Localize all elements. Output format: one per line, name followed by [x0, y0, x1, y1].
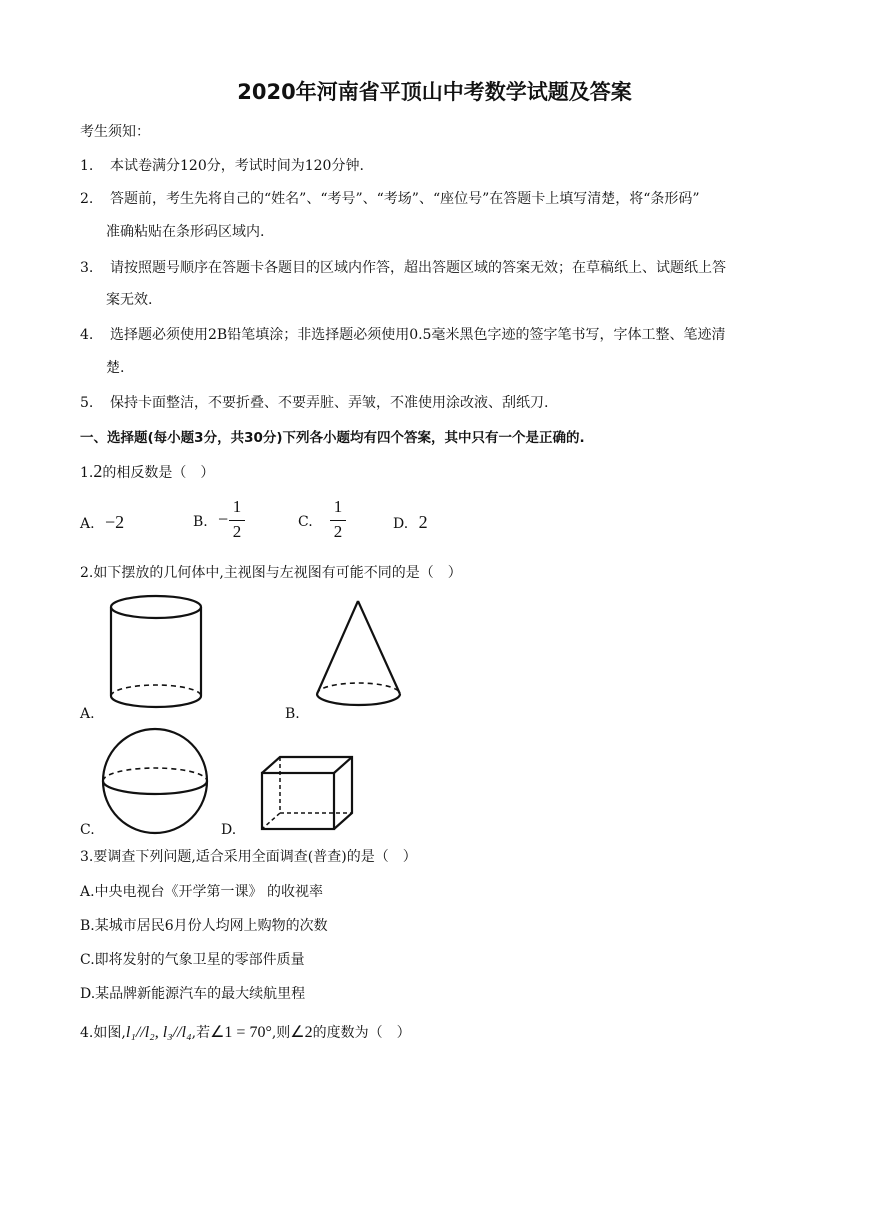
option-label: D.: [393, 516, 409, 532]
notice-item-text: 选择题必须使用2B铅笔填涂；非选择题必须使用0.5毫米黑色字迹的签字笔书写，字体工整、笔迹清: [110, 327, 726, 343]
math-angle: ∠1 = 70°: [210, 1024, 272, 1041]
fraction-denominator: 2: [333, 522, 343, 541]
cuboid-figure: [258, 753, 356, 833]
question-text: 的相反数是（ ）: [102, 465, 215, 481]
math-condition: l₁//l₂, l₃//l₄: [125, 1024, 192, 1041]
section-heading: 一、选择题(每小题3分，共30分)下列各小题均有四个答案，其中只有一个是正确的.: [80, 430, 585, 446]
question-text: ,则: [271, 1025, 291, 1041]
fraction-bar: [229, 520, 245, 521]
math-target: ∠2: [290, 1024, 313, 1041]
notice-heading: 考生须知：: [80, 124, 150, 140]
notice-item-text-cont: 准确粘贴在条形码区域内.: [106, 224, 265, 240]
option-a: [80, 512, 124, 534]
option-b-label: B.: [193, 514, 208, 530]
question-text: ,若: [191, 1025, 211, 1041]
notice-item-text-cont: 楚.: [106, 360, 125, 376]
math-value: 2: [93, 461, 103, 481]
option-text: A.中央电视台《开学第一课》 的收视率: [80, 884, 324, 900]
option-text: C.即将发射的气象卫星的零部件质量: [80, 952, 305, 968]
fraction-numerator: 1: [333, 497, 343, 516]
figure-label-c: C.: [80, 822, 95, 838]
option-value: −2: [105, 512, 125, 532]
option-text: D.某品牌新能源汽车的最大续航里程: [80, 986, 306, 1002]
fraction-denominator: 2: [232, 522, 242, 541]
cylinder-figure: [108, 594, 204, 710]
notice-item-text-cont: 案无效.: [106, 292, 153, 308]
option-b-sign: −: [218, 509, 229, 529]
option-label: A.: [80, 516, 95, 532]
option-d: [393, 512, 428, 534]
notice-item-number: 2.: [80, 191, 94, 207]
page-title: 2020年河南省平顶山中考数学试题及答案: [237, 80, 632, 104]
sphere-figure: [99, 726, 211, 836]
option-c-label: C.: [298, 514, 313, 530]
option-text: B.某城市居民6月份人均网上购物的次数: [80, 918, 328, 934]
option-value: 2: [418, 512, 428, 532]
figure-label-b: B.: [285, 706, 300, 722]
question-text: 4.如图,: [80, 1025, 126, 1041]
notice-item-text: 答题前，考生先将自己的“姓名”、“考号”、“考场”、“座位号”在答题卡上填写清楚，将“条形码”: [110, 191, 700, 207]
fraction-bar: [330, 520, 346, 521]
question-text: 的度数为（ ）: [312, 1025, 411, 1041]
question-4-stem: [80, 1023, 411, 1043]
fraction-numerator: 1: [232, 497, 242, 516]
cone-figure: [314, 598, 404, 710]
question-3-stem: 3.要调查下列问题,适合采用全面调查(普查)的是（ ）: [80, 849, 417, 865]
notice-item-text: 请按照题号顺序在答题卡各题目的区域内作答，超出答题区域的答案无效；在草稿纸上、试题纸上答: [110, 260, 726, 276]
notice-item-number: 5.: [80, 395, 94, 411]
notice-item-number: 4.: [80, 327, 94, 343]
option-b-fraction: [229, 497, 245, 543]
notice-item-number: 3.: [80, 260, 94, 276]
notice-item-number: 1.: [80, 158, 94, 174]
option-c-fraction: [330, 497, 346, 543]
notice-item-text: 保持卡面整洁，不要折叠、不要弄脏、弄皱，不准使用涂改液、刮纸刀.: [110, 395, 549, 411]
figure-label-d: D.: [221, 822, 237, 838]
question-number: 1.: [80, 465, 94, 481]
figure-label-a: A.: [80, 706, 95, 722]
notice-item-text: 本试卷满分120分，考试时间为120分钟.: [110, 158, 364, 174]
question-1-stem: [80, 461, 214, 483]
question-2-stem: 2.如下摆放的几何体中,主视图与左视图有可能不同的是（ ）: [80, 565, 462, 581]
